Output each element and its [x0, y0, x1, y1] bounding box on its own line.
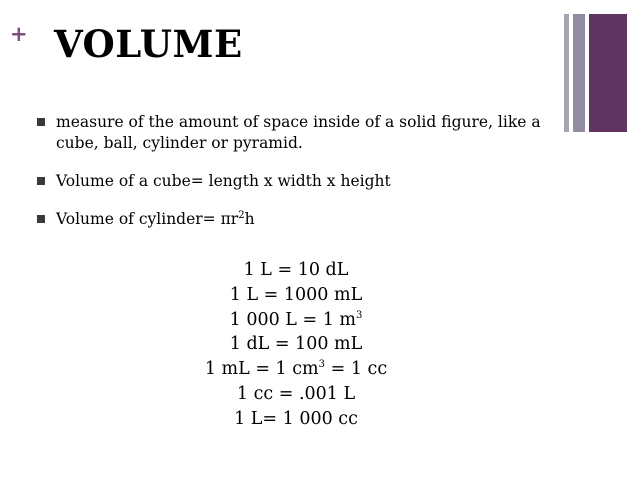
cylinder-formula [221, 210, 255, 228]
conversion-text: 1 dL = 100 mL [229, 334, 363, 355]
square-bullet-icon [37, 177, 45, 185]
conversion-line [150, 258, 442, 283]
conversion-superscript: 3 [356, 309, 363, 321]
square-bullet-icon [37, 118, 45, 126]
bullet-item-cube-formula [36, 171, 556, 192]
conversion-text: 1 L = 10 dL [243, 260, 349, 280]
conversion-line [150, 407, 442, 432]
bullet-text: Volume of a cube= length x width x height [56, 172, 391, 190]
conversion-line [150, 357, 442, 382]
conversion-line [150, 332, 442, 357]
bullet-list [36, 112, 556, 247]
formula-base: πr [220, 210, 239, 228]
conversion-line [150, 382, 442, 407]
bullet-text: Volume of cylinder= [56, 210, 221, 228]
conversion-text: 1 cc = .001 L [236, 383, 356, 404]
conversion-text: 1 L = 1000 mL [229, 284, 363, 305]
conversion-text: 1 000 L = 1 m [229, 309, 356, 330]
conversion-list [150, 258, 442, 432]
slide-title: VOLUME [54, 22, 243, 66]
conversion-line [150, 308, 442, 333]
square-bullet-icon [37, 215, 45, 223]
bullet-item-definition [36, 112, 556, 154]
formula-tail: h [244, 210, 255, 228]
conversion-text-after: = 1 cc [325, 359, 388, 380]
bullet-text: measure of the amount of space inside of a solid figure, like a cube, ball, cylinder or pyramid. [56, 113, 541, 152]
conversion-line [150, 283, 442, 308]
conversion-text: 1 L= 1 000 cc [234, 408, 358, 429]
decorative-bar-purple [589, 14, 627, 132]
bullet-item-cylinder-formula [36, 209, 556, 230]
decorative-bar-thin [564, 14, 569, 132]
decorative-bar-gray [573, 14, 585, 132]
plus-icon: + [10, 22, 28, 46]
conversion-text: 1 mL = 1 cm [204, 359, 319, 380]
formula-exponent: 2 [238, 210, 245, 221]
conversion-superscript: 3 [318, 359, 326, 371]
